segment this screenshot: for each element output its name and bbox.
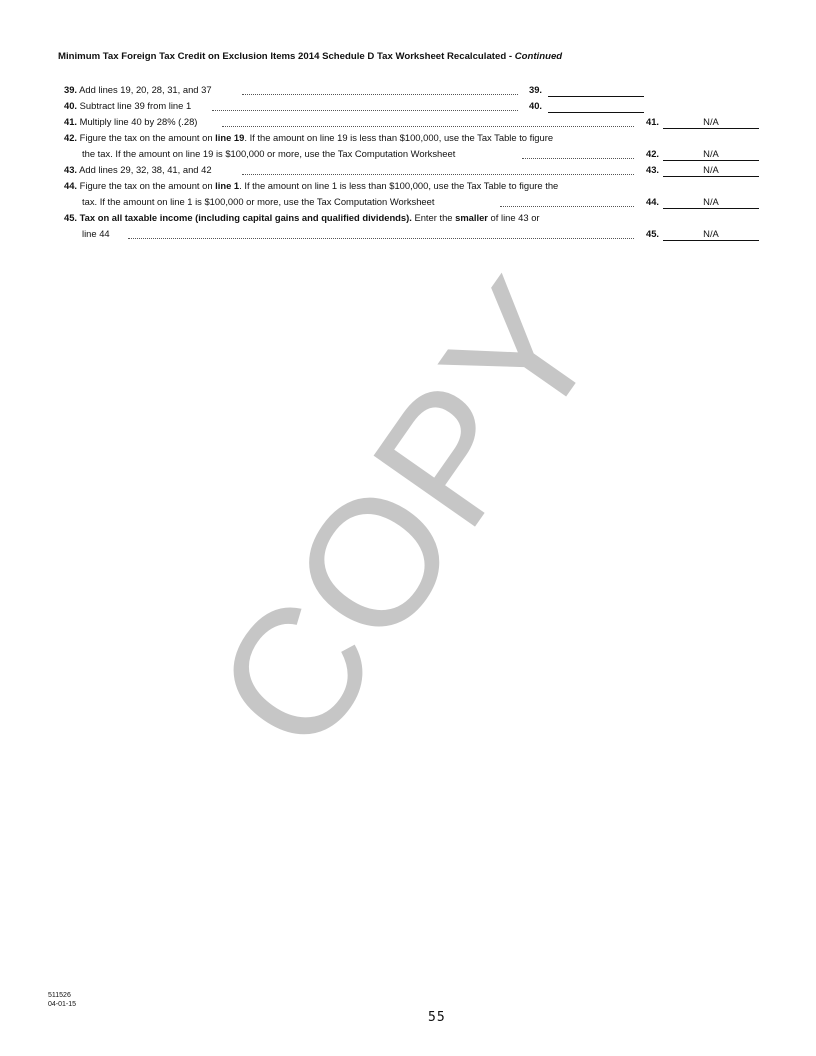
line-44-bold-reference: line 1 xyxy=(215,180,240,191)
line-45-bold-smaller: smaller xyxy=(455,212,488,223)
line-42-number: 42. xyxy=(64,132,78,143)
line-42-label: 42. xyxy=(646,148,660,159)
line-39-amount-field[interactable] xyxy=(548,84,644,97)
line-40-number: 40. xyxy=(64,100,78,111)
line-44-leader-dots xyxy=(500,206,634,207)
line-42-description xyxy=(64,132,553,144)
copy-watermark: COPY xyxy=(176,245,639,786)
line-40-amount-field[interactable] xyxy=(548,100,644,113)
line-39-description xyxy=(64,84,212,96)
revision-date-code: 04-01-15 xyxy=(48,1001,77,1008)
continued-label: Continued xyxy=(514,51,563,62)
line-39-number: 39. xyxy=(64,84,78,95)
line-44-number: 44. xyxy=(64,180,78,191)
line-43-description xyxy=(64,164,212,176)
line-42-description-continued: the tax. If the amount on line 19 is $100,000 or more, use the Tax Computation Worksheet xyxy=(82,148,456,159)
page-number: 55 xyxy=(428,1010,446,1025)
line-42-amount-field[interactable]: N/A xyxy=(663,148,759,161)
line-42-text-part-1: Figure the tax on the amount on xyxy=(79,132,216,143)
line-45-label: 45. xyxy=(646,228,660,239)
line-44-text-part-1: Figure the tax on the amount on xyxy=(79,180,216,191)
line-44-label: 44. xyxy=(646,196,660,207)
line-42-bold-reference: line 19 xyxy=(215,132,245,143)
worksheet-title xyxy=(58,51,562,62)
line-45-text-part-2: of line 43 or xyxy=(487,212,540,223)
line-41-text: Multiply line 40 by 28% (.28) xyxy=(79,116,198,127)
line-39-text: Add lines 19, 20, 28, 31, and 37 xyxy=(79,84,212,95)
line-44-description-continued: tax. If the amount on line 1 is $100,000 or more, use the Tax Computation Worksheet xyxy=(82,196,435,207)
line-42-leader-dots xyxy=(522,158,634,159)
line-45-amount-field[interactable]: N/A xyxy=(663,228,759,241)
line-44-text-part-2: . If the amount on line 1 is less than $100,000, use the Tax Table to figure the xyxy=(239,180,559,191)
line-43-label: 43. xyxy=(646,164,660,175)
line-45-number: 45. xyxy=(64,212,78,223)
line-41-amount-field[interactable]: N/A xyxy=(663,116,759,129)
line-40-label: 40. xyxy=(529,100,543,111)
line-40-text: Subtract line 39 from line 1 xyxy=(79,100,192,111)
line-41-leader-dots xyxy=(222,126,634,127)
line-45-description xyxy=(64,212,540,224)
line-40-description xyxy=(64,100,191,112)
line-43-number: 43. xyxy=(64,164,78,175)
line-40-leader-dots xyxy=(212,110,518,111)
worksheet-title-text: Minimum Tax Foreign Tax Credit on Exclusion Items 2014 Schedule D Tax Worksheet Recalculated - xyxy=(58,51,515,62)
line-41-description xyxy=(64,116,197,128)
line-44-description xyxy=(64,180,558,192)
line-43-leader-dots xyxy=(242,174,634,175)
line-43-amount-field[interactable]: N/A xyxy=(663,164,759,177)
line-39-leader-dots xyxy=(242,94,518,95)
line-45-description-continued: line 44 xyxy=(82,228,110,239)
line-39-label: 39. xyxy=(529,84,543,95)
form-code: 511526 xyxy=(48,992,71,999)
line-42-text-part-2: . If the amount on line 19 is less than $100,000, use the Tax Table to figure xyxy=(244,132,554,143)
line-45-text-part-1: Enter the xyxy=(411,212,456,223)
line-43-text: Add lines 29, 32, 38, 41, and 42 xyxy=(79,164,212,175)
line-45-leader-dots xyxy=(128,238,634,239)
line-45-bold-heading: Tax on all taxable income (including capital gains and qualified dividends). xyxy=(79,212,412,223)
line-44-amount-field[interactable]: N/A xyxy=(663,196,759,209)
line-41-number: 41. xyxy=(64,116,78,127)
line-41-label: 41. xyxy=(646,116,660,127)
